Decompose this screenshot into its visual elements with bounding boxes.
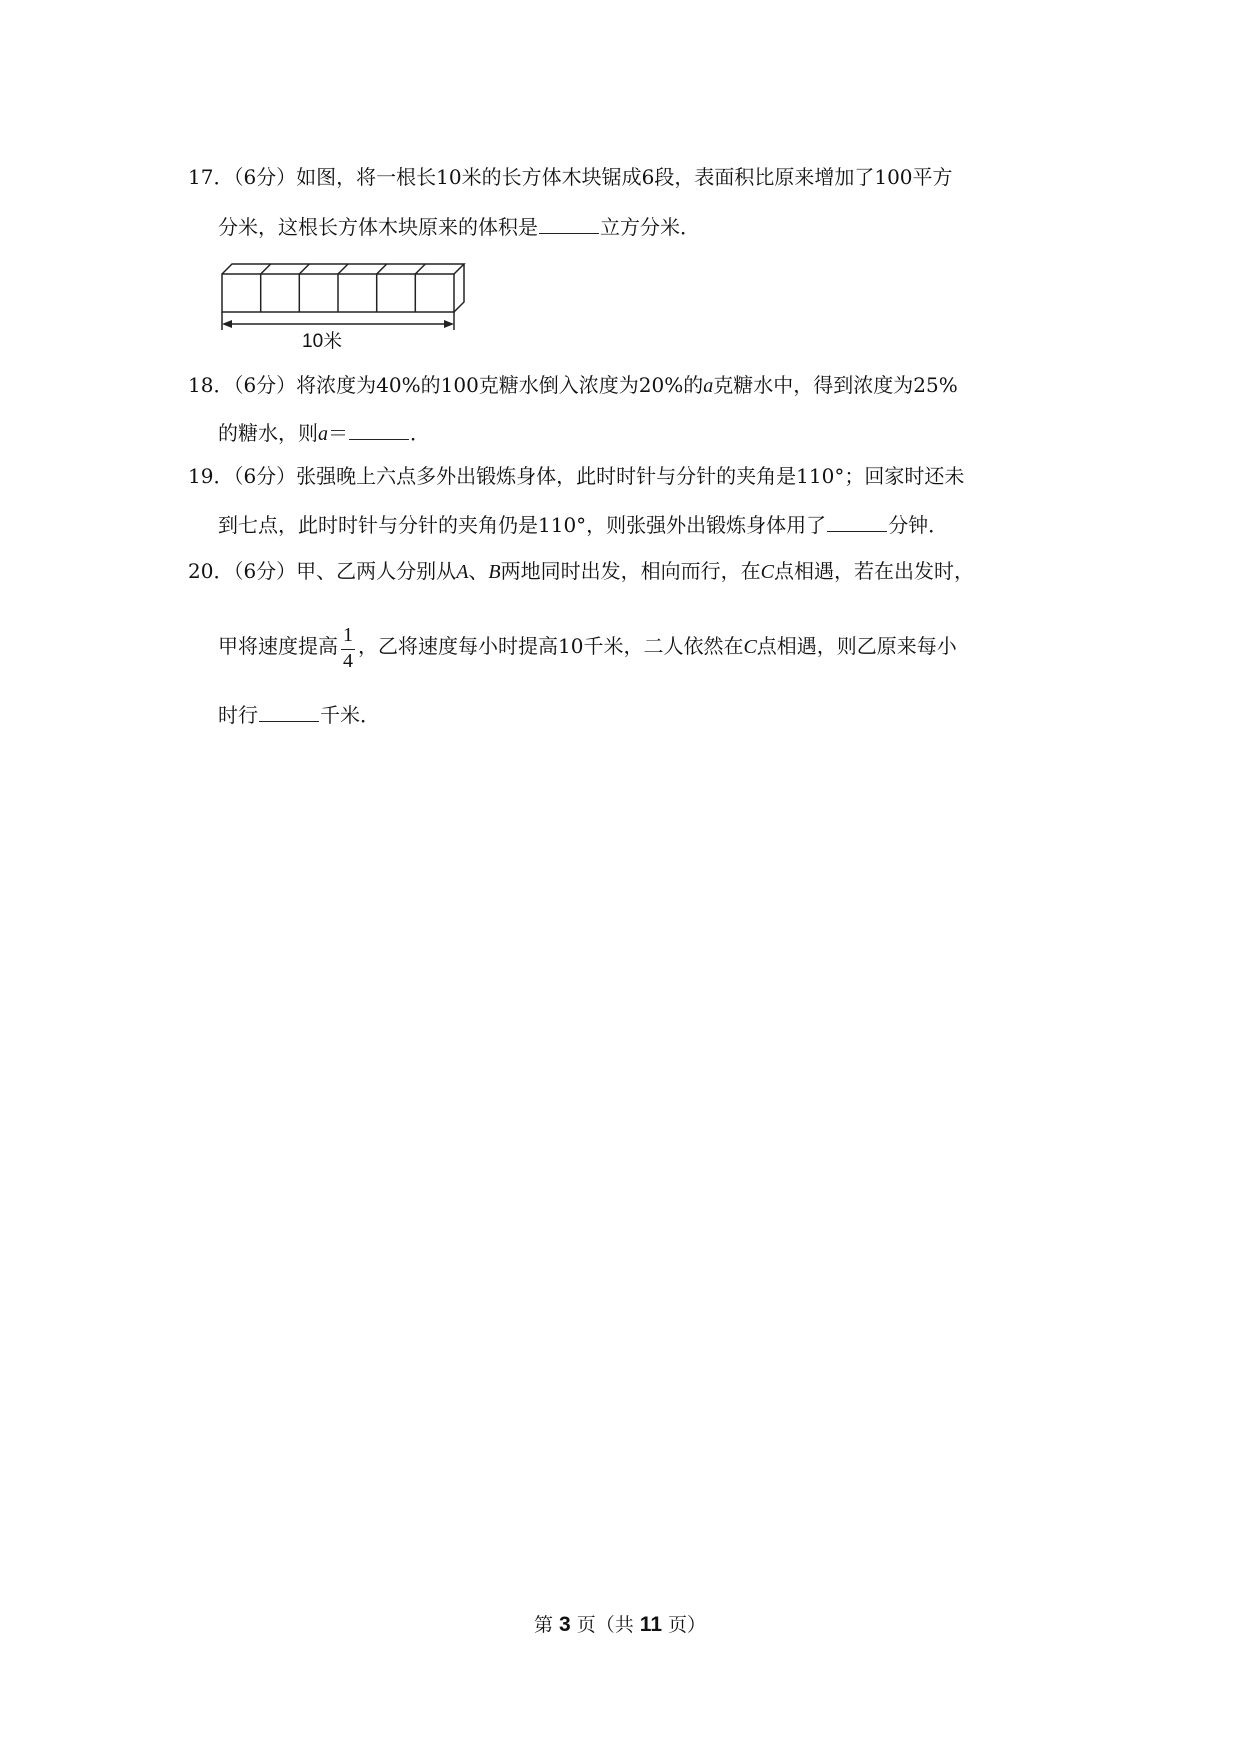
q20-text-3a: 时行 bbox=[218, 703, 258, 727]
q20-fraction-denominator: 4 bbox=[343, 649, 353, 672]
footer-page-number: 3 bbox=[559, 1613, 571, 1636]
page-footer bbox=[0, 1610, 1240, 1637]
q20-fraction-numerator: 1 bbox=[343, 623, 353, 646]
q20-text-2b: ，乙将速度每小时提高10千米，二人依然在 bbox=[358, 634, 744, 658]
q18-number: 18． bbox=[188, 373, 234, 397]
q20-line1 bbox=[188, 558, 974, 585]
q17-line2 bbox=[218, 214, 700, 240]
q20-point-c: C bbox=[760, 561, 774, 583]
q18-text-2a: 的糖水，则 bbox=[218, 421, 318, 445]
q17-line1 bbox=[188, 164, 953, 190]
q17-figure-wood-block bbox=[218, 256, 478, 352]
q20-line2 bbox=[218, 620, 957, 674]
footer-middle: 页（共 bbox=[576, 1614, 634, 1636]
q17-text-2a: 分米，这根长方体木块原来的体积是 bbox=[218, 215, 538, 239]
q18-line1 bbox=[188, 372, 958, 399]
q17-text-2b: 立方分米． bbox=[600, 215, 700, 239]
q20-text-1a: （6分）甲、乙两人分别从 bbox=[233, 559, 457, 583]
q18-answer-blank[interactable] bbox=[349, 421, 409, 440]
q17-answer-blank[interactable] bbox=[539, 215, 599, 234]
q20-text-1c: 两地同时出发，相向而行，在 bbox=[500, 559, 761, 583]
q18-line2 bbox=[218, 420, 430, 447]
q20-fraction bbox=[339, 622, 357, 674]
q20-point-c-2: C bbox=[743, 636, 757, 658]
q20-text-1d: 点相遇，若在出发时， bbox=[773, 559, 974, 583]
q20-text-3b: 千米． bbox=[320, 703, 380, 727]
q18-var-a-2: a bbox=[318, 423, 328, 445]
q19-number: 19． bbox=[188, 464, 234, 488]
q18-text-1a: （6分）将浓度为40%的100克糖水倒入浓度为20%的 bbox=[233, 373, 704, 397]
q17-text-1: （6分）如图，将一根长10米的长方体木块锯成6段，表面积比原来增加了100平方 bbox=[233, 165, 953, 189]
q18-var-a: a bbox=[703, 375, 714, 397]
q20-text-1b: 、 bbox=[468, 559, 489, 583]
q19-text-2b: 分钟． bbox=[888, 513, 949, 537]
q20-text-2a: 甲将速度提高 bbox=[218, 634, 338, 658]
footer-suffix: 页） bbox=[668, 1614, 707, 1636]
q20-number: 20． bbox=[188, 559, 234, 583]
q18-text-2c: ． bbox=[410, 421, 430, 445]
q19-line1 bbox=[188, 463, 964, 489]
q18-text-1b: 克糖水中，得到浓度为25% bbox=[713, 373, 958, 397]
q20-point-b: B bbox=[488, 561, 501, 583]
q19-text-1: （6分）张强晚上六点多外出锻炼身体，此时时针与分针的夹角是110°；回家时还未 bbox=[233, 464, 965, 488]
q20-answer-blank[interactable] bbox=[259, 703, 319, 722]
q20-point-a: A bbox=[456, 561, 469, 583]
q17-figure-label: 10米 bbox=[302, 331, 343, 352]
q17-number: 17． bbox=[188, 165, 234, 189]
q20-line3 bbox=[218, 702, 380, 728]
q19-text-2a: 到七点，此时时针与分针的夹角仍是110°，则张强外出锻炼身体用了 bbox=[218, 513, 827, 537]
q20-text-2c: 点相遇，则乙原来每小 bbox=[756, 634, 957, 658]
footer-prefix: 第 bbox=[533, 1614, 553, 1636]
footer-total-pages: 11 bbox=[639, 1613, 662, 1636]
q19-answer-blank[interactable] bbox=[827, 513, 887, 532]
q19-line2 bbox=[218, 512, 948, 538]
q18-equals: ＝ bbox=[328, 421, 348, 445]
